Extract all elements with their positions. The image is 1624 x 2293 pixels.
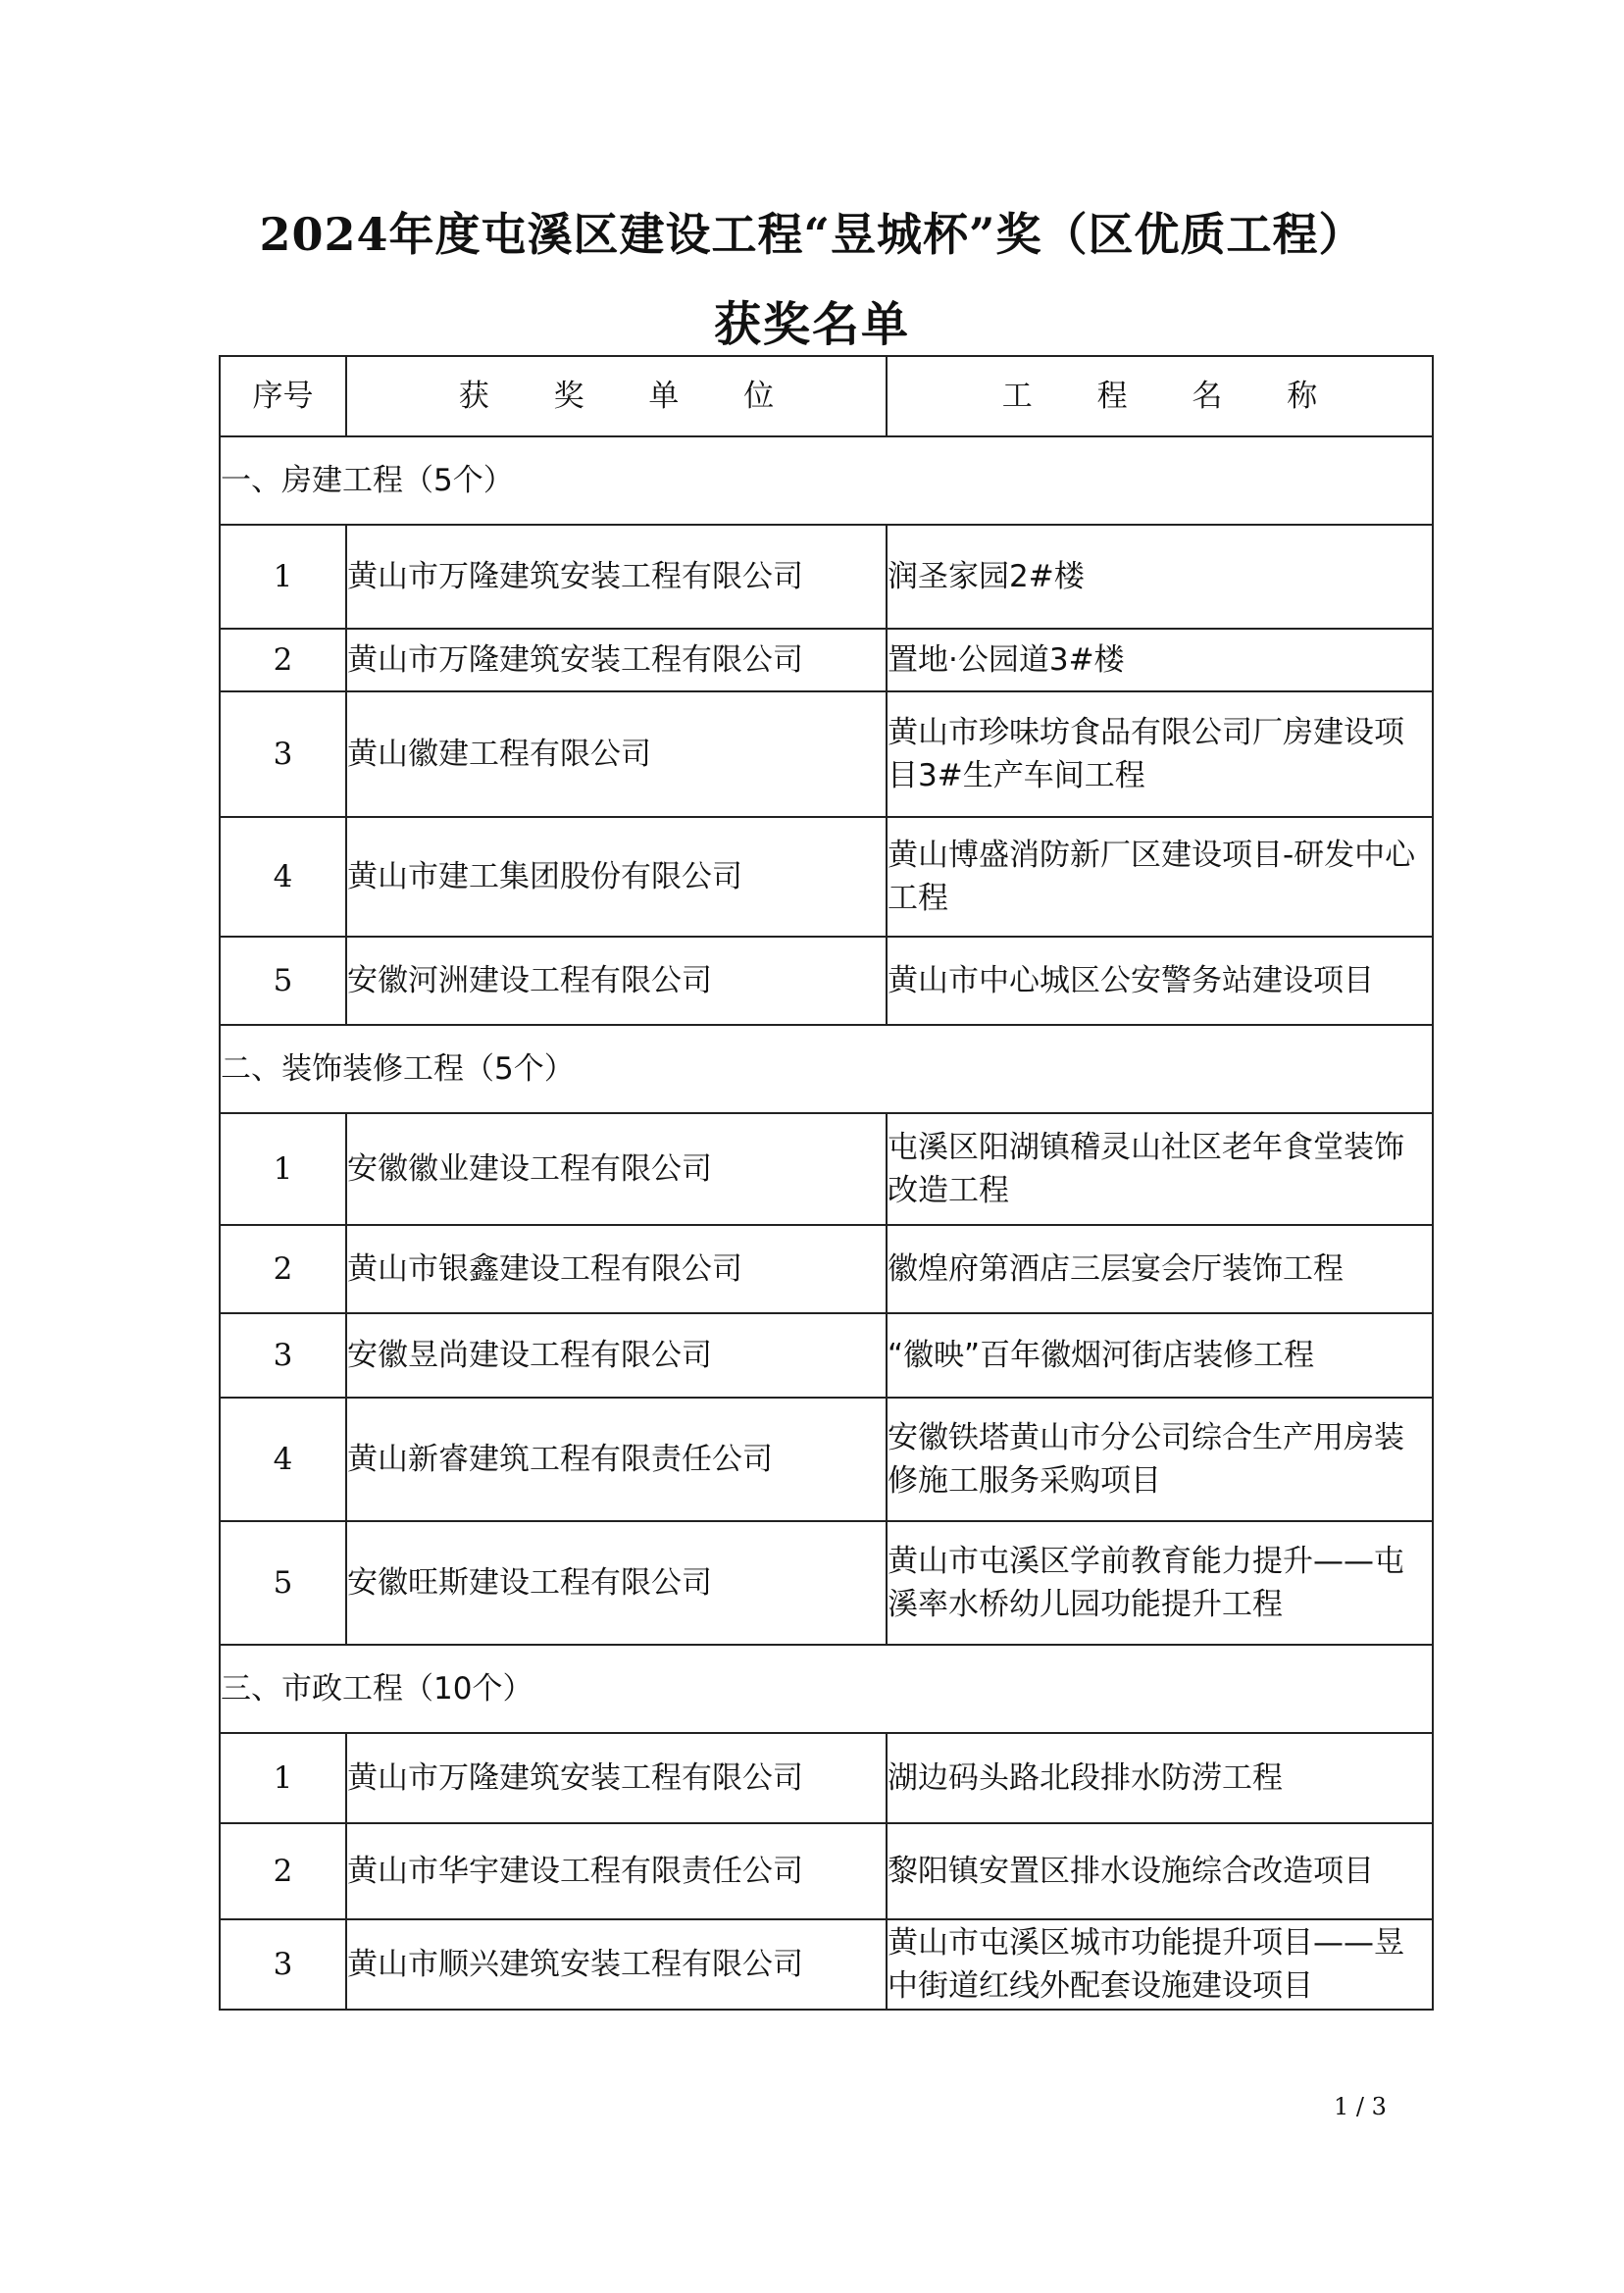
row-number: 3: [220, 691, 346, 817]
section-row: [220, 1025, 1433, 1113]
row-number: 2: [220, 629, 346, 691]
award-unit: 黄山徽建工程有限公司: [346, 691, 887, 817]
project-name: 徽煌府第酒店三层宴会厅装饰工程: [887, 1225, 1433, 1313]
award-unit: 安徽旺斯建设工程有限公司: [346, 1521, 887, 1645]
row-number: 2: [220, 1225, 346, 1313]
project-name: 润圣家园2#楼: [887, 525, 1433, 629]
project-name: 置地·公园道3#楼: [887, 629, 1433, 691]
section-row: [220, 1645, 1433, 1733]
section-title: 一、房建工程（5个）: [220, 436, 1433, 525]
row-number: 2: [220, 1823, 346, 1919]
award-unit: 黄山市建工集团股份有限公司: [346, 817, 887, 937]
document-subtitle: 获奖名单: [713, 297, 910, 352]
project-name: 安徽铁塔黄山市分公司综合生产用房装修施工服务采购项目: [887, 1398, 1433, 1521]
row-number: 4: [220, 1398, 346, 1521]
table-row: [220, 817, 1433, 937]
award-unit: 黄山市万隆建筑安装工程有限公司: [346, 525, 887, 629]
project-name: 黎阳镇安置区排水设施综合改造项目: [887, 1823, 1433, 1919]
table-row: [220, 1398, 1433, 1521]
project-name: 湖边码头路北段排水防涝工程: [887, 1733, 1433, 1823]
row-number: 3: [220, 1919, 346, 2010]
header-seq: 序号: [220, 356, 346, 436]
project-name: 黄山市中心城区公安警务站建设项目: [887, 937, 1433, 1025]
row-number: 1: [220, 525, 346, 629]
table-row: [220, 629, 1433, 691]
award-unit: 安徽河洲建设工程有限公司: [346, 937, 887, 1025]
header-project: [887, 356, 1433, 436]
row-number: 5: [220, 1521, 346, 1645]
table-row: [220, 1225, 1433, 1313]
award-unit: 安徽徽业建设工程有限公司: [346, 1113, 887, 1225]
table-row: [220, 691, 1433, 817]
document-title: 2024年度屯溪区建设工程“昱城杯”奖（区优质工程）: [259, 208, 1365, 261]
table-row: [220, 1823, 1433, 1919]
project-name: 黄山市屯溪区学前教育能力提升——屯溪率水桥幼儿园功能提升工程: [887, 1521, 1433, 1645]
row-number: 1: [220, 1733, 346, 1823]
award-unit: 黄山市万隆建筑安装工程有限公司: [346, 1733, 887, 1823]
awards-table: [219, 355, 1434, 2011]
project-name: 屯溪区阳湖镇稽灵山社区老年食堂装饰改造工程: [887, 1113, 1433, 1225]
header-unit-label: 获 奖 单 位: [458, 379, 802, 414]
award-unit: 黄山市华宇建设工程有限责任公司: [346, 1823, 887, 1919]
row-number: 3: [220, 1313, 346, 1398]
award-unit: 黄山新睿建筑工程有限责任公司: [346, 1398, 887, 1521]
award-unit: 黄山市万隆建筑安装工程有限公司: [346, 629, 887, 691]
row-number: 4: [220, 817, 346, 937]
project-name: 黄山博盛消防新厂区建设项目-研发中心工程: [887, 817, 1433, 937]
project-name: “徽映”百年徽烟河街店装修工程: [887, 1313, 1433, 1398]
table-header-row: [220, 356, 1433, 436]
section-title: 三、市政工程（10个）: [220, 1645, 1433, 1733]
award-unit: 黄山市银鑫建设工程有限公司: [346, 1225, 887, 1313]
table-row: [220, 525, 1433, 629]
header-project-label: 工 程 名 称: [1001, 379, 1345, 414]
award-unit: 黄山市顺兴建筑安装工程有限公司: [346, 1919, 887, 2010]
table-row: [220, 937, 1433, 1025]
header-unit: [346, 356, 887, 436]
row-number: 1: [220, 1113, 346, 1225]
table-row: [220, 1313, 1433, 1398]
row-number: 5: [220, 937, 346, 1025]
award-unit: 安徽昱尚建设工程有限公司: [346, 1313, 887, 1398]
section-title: 二、装饰装修工程（5个）: [220, 1025, 1433, 1113]
table-row: [220, 1113, 1433, 1225]
table-row: [220, 1919, 1433, 2010]
table-row: [220, 1733, 1433, 1823]
table-row: [220, 1521, 1433, 1645]
section-row: [220, 436, 1433, 525]
page-number: 1 / 3: [1334, 2093, 1387, 2120]
project-name: 黄山市屯溪区城市功能提升项目——昱中街道红线外配套设施建设项目: [887, 1919, 1433, 2010]
project-name: 黄山市珍味坊食品有限公司厂房建设项目3#生产车间工程: [887, 691, 1433, 817]
